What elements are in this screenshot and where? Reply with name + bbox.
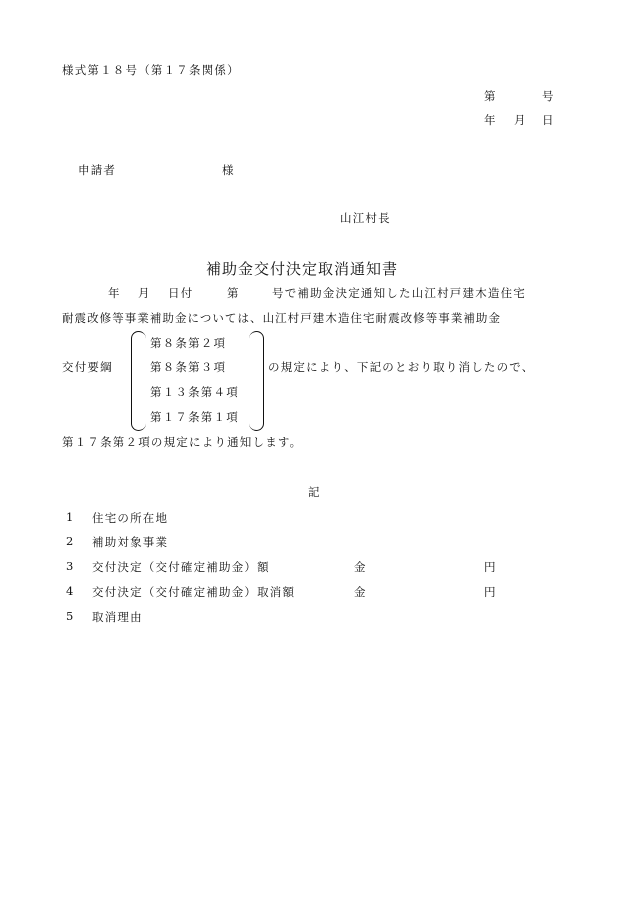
item-number: 4 [66,584,75,598]
item-yen: 円 [484,585,497,599]
body-year: 年 [108,286,121,300]
body-line-3-prefix: 交付要綱 [62,360,113,374]
date-day: 日 [542,113,555,127]
item-number: 1 [66,510,75,524]
body-day: 日付 [168,286,194,300]
item-label: 補助対象事業 [92,535,169,549]
date-year: 年 [484,113,497,127]
item-number: 3 [66,559,75,573]
item-label: 交付決定（交付確定補助金）額 [92,560,270,574]
item-number: 2 [66,534,75,548]
document-number-suffix: 号 [542,89,555,103]
body-line-1: 号で補助金決定通知した山江村戸建木造住宅 [272,286,526,300]
sender-village-head: 山江村長 [340,211,391,225]
item-kin: 金 [354,585,367,599]
provision-item: 第１７条第１項 [150,410,239,424]
form-number-label: 様式第１８号（第１７条関係） [62,63,240,77]
provision-item: 第８条第３項 [150,360,227,374]
body-line-3: の規定により、下記のとおり取り消したので、 [268,360,535,374]
document-number-prefix: 第 [484,89,497,103]
item-label: 住宅の所在地 [92,511,169,525]
provision-item: 第８条第２項 [150,336,227,350]
item-label: 交付決定（交付確定補助金）取消額 [92,585,296,599]
item-kin: 金 [354,560,367,574]
applicant-label: 申請者 [78,163,117,177]
body-line-4: 第１７条第２項の規定により通知します。 [62,435,303,449]
document-title: 補助金交付決定取消通知書 [206,260,399,278]
honorific: 様 [222,163,235,177]
item-label: 取消理由 [92,610,143,624]
body-month: 月 [138,286,151,300]
item-number: 5 [66,609,75,623]
item-yen: 円 [484,560,497,574]
body-line-2: 耐震改修等事業補助金については、山江村戸建木造住宅耐震改修等事業補助金 [62,311,502,325]
left-bracket [131,331,146,431]
body-number-prefix: 第 [227,286,240,300]
provision-item: 第１３条第４項 [150,385,239,399]
ki-heading: 記 [308,485,321,499]
date-month: 月 [514,113,527,127]
right-bracket [249,331,264,431]
